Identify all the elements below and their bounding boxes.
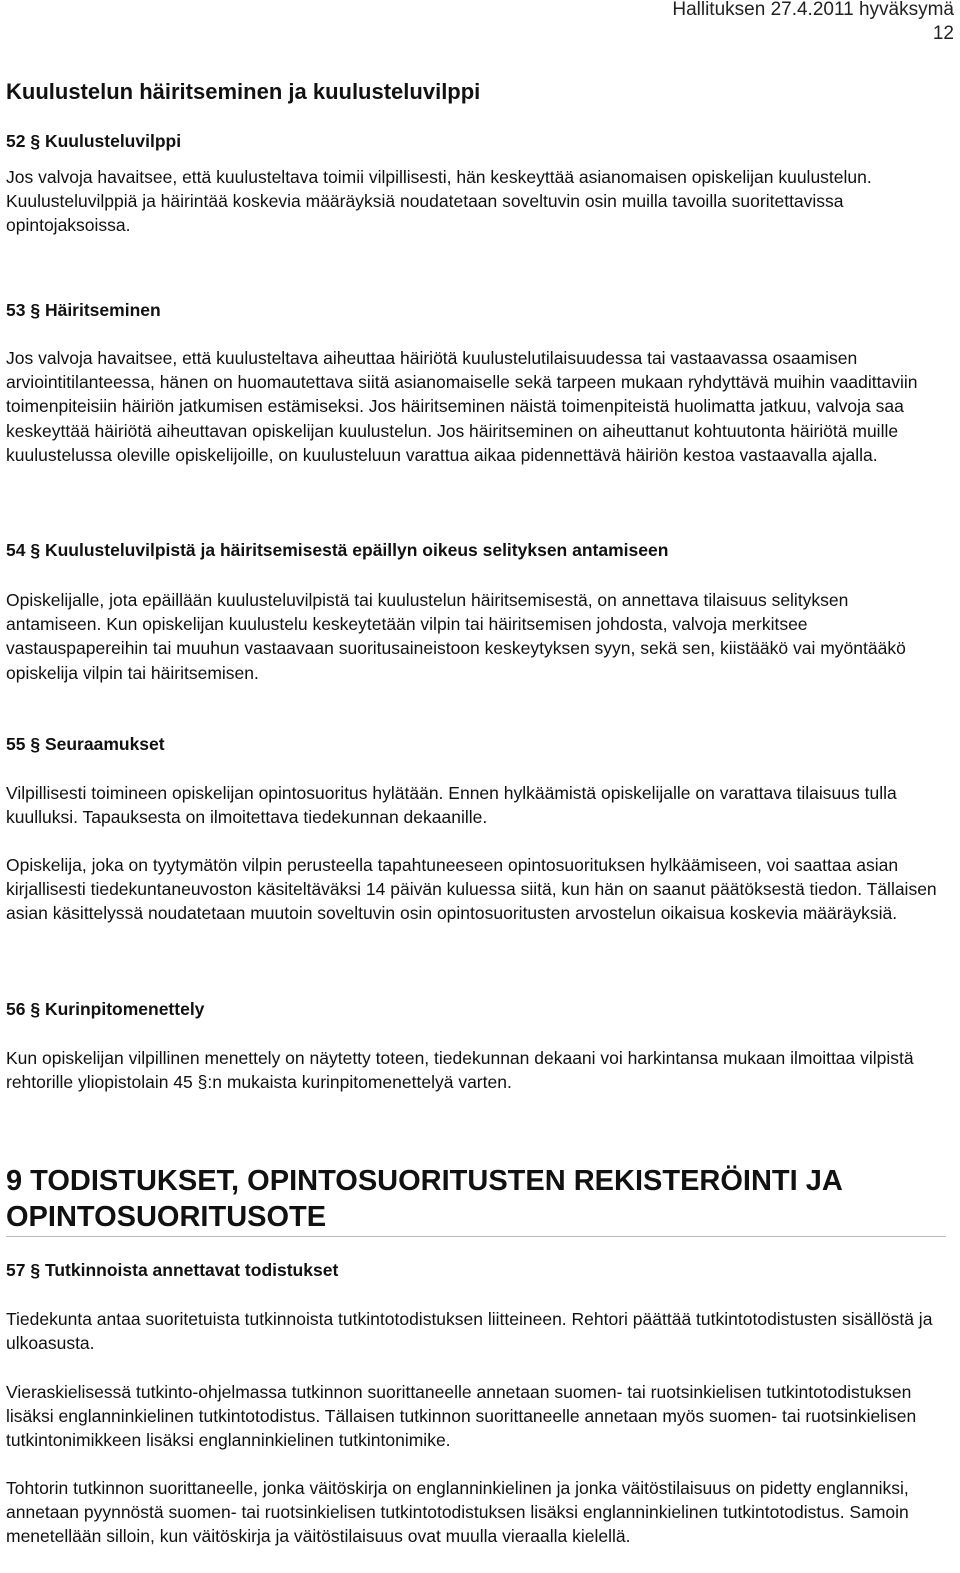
page-header: [672, 0, 954, 46]
paragraph: Jos valvoja havaitsee, että kuulusteltava aiheuttaa häiriötä kuulustelutilaisuudessa tai vastaavassa osaamisen arviointitilanteessa, hänen on huomautettava siitä asianomaiselle sekä tarpeen mukaan ryhdyttävä muihin vaadittaviin toimenpiteisiin häiriön jatkumisen estämiseksi. Jos häiritseminen näistä toimenpiteistä huolimatta jatkuu, valvoja saa keskeyttää häiriötä aiheuttavan opiskelijan kuulustelun. Jos häiritseminen on aiheuttanut kohtuutonta häiriötä muille kuulustelussa oleville opiskelijoille, on kuulusteluun varattua aikaa pidennettävä häiriön kestoa vastaavalla ajalla.: [6, 348, 918, 465]
paragraph: Kun opiskelijan vilpillinen menettely on näytetty toteen, tiedekunnan dekaani voi harkintansa mukaan ilmoittaa vilpistä rehtorille yliopistolain 45 §:n mukaista kurinpitomenettelyä varten.: [6, 1048, 914, 1093]
section-number: 55: [6, 734, 26, 754]
section-title: Tutkinnoista annettavat todistukset: [44, 1260, 339, 1280]
section-number: 52: [6, 131, 26, 151]
section-number: 54: [6, 540, 26, 560]
section-heading-56: [6, 999, 204, 1020]
section-symbol: §: [30, 999, 41, 1019]
paragraph: Opiskelija, joka on tyytymätön vilpin perusteella tapahtuneeseen opintosuorituksen hylkäämiseen, voi saattaa asian kirjallisesti tiedekuntaneuvoston käsiteltäväksi 14 päivän kuluessa siitä, kun hän on saanut päätöksestä tiedon. Tällaisen asian käsittelyssä noudatetaan muutoin soveltuvin osin opintosuoritusten arvostelun oikaisua koskevia määräyksiä.: [6, 855, 937, 924]
section-symbol: §: [30, 300, 41, 320]
section-symbol: §: [30, 540, 41, 560]
chapter-divider: [6, 1236, 946, 1237]
section-title: Seuraamukset: [44, 734, 165, 754]
document-status: Hallituksen 27.4.2011 hyväksymä: [672, 0, 954, 20]
paragraph: Vilpillisesti toimineen opiskelijan opintosuoritus hylätään. Ennen hylkäämistä opiskelijalle on varattava tilaisuus tulla kuulluksi. Tapauksesta on ilmoitettava tiedekunnan dekaanille.: [6, 783, 897, 828]
section-number: 57: [6, 1260, 26, 1280]
section-heading-57: [6, 1260, 338, 1281]
chapter-title: 9 TODISTUKSET, OPINTOSUORITUSTEN REKISTERÖINTI JA OPINTOSUORITUSOTE: [6, 1165, 842, 1233]
section-title: Kuulusteluvilppi: [44, 131, 182, 151]
section-symbol: §: [30, 734, 41, 754]
section-title: Kuulusteluvilpistä ja häiritsemisestä epäillyn oikeus selityksen antamiseen: [44, 540, 669, 560]
page-number: 12: [932, 23, 954, 44]
section-heading-52: [6, 131, 181, 152]
section-symbol: §: [30, 131, 41, 151]
section-symbol: §: [30, 1260, 41, 1280]
section-heading-54: [6, 540, 668, 561]
paragraph: Vieraskielisessä tutkinto-ohjelmassa tutkinnon suorittaneelle annetaan suomen- tai ruotsinkielisen tutkintotodistuksen lisäksi englanninkielinen tutkintotodistus. Tällaisen tutkinnon suorittaneelle annetaan myös suomen- tai ruotsinkielisen tutkintonimikkeen lisäksi englanninkielinen tutkintonimike.: [6, 1382, 917, 1451]
section-title: Kurinpitomenettely: [44, 999, 205, 1019]
paragraph: Tiedekunta antaa suoritetuista tutkinnoista tutkintotodistuksen liitteineen. Rehtori päättää tutkintotodistusten sisällöstä ja ulkoasusta.: [6, 1309, 933, 1354]
section-number: 53: [6, 300, 26, 320]
paragraph: Opiskelijalle, jota epäillään kuulusteluvilpistä tai kuulustelun häiritsemisestä, on annettava tilaisuus selityksen antamiseen. Kun opiskelijan kuulustelu keskeytetään vilpin tai häiritsemisen johdosta, valvoja merkitsee vastauspapereihin tai muuhun vastaavaan suoritusaineistoon keskeytyksen syyn, sekä sen, kiistääkö vai myöntääkö opiskelija vilpin tai häiritsemisen.: [6, 590, 906, 683]
paragraph: Tohtorin tutkinnon suorittaneelle, jonka väitöskirja on englanninkielinen ja jonka väitöstilaisuus on pidetty englanniksi, annetaan pyynnöstä suomen- tai ruotsinkielisen tutkintotodistuksen lisäksi englanninkielinen tutkintotodistus. Samoin menetellään silloin, kun väitöskirja ja väitöstilaisuus ovat muulla vieraalla kielellä.: [6, 1478, 909, 1547]
subheading: Kuulustelun häiritseminen ja kuulusteluvilppi: [6, 79, 481, 104]
section-heading-55: [6, 734, 165, 755]
section-number: 56: [6, 999, 26, 1019]
paragraph: Jos valvoja havaitsee, että kuulusteltava toimii vilpillisesti, hän keskeyttää asianomaisen opiskelijan kuulustelun. Kuulusteluvilppiä ja häirintää koskevia määräyksiä noudatetaan soveltuvin osin muilla tavoilla suoritettavissa opintojaksoissa.: [6, 167, 872, 236]
section-heading-53: [6, 300, 161, 321]
section-title: Häiritseminen: [44, 300, 161, 320]
